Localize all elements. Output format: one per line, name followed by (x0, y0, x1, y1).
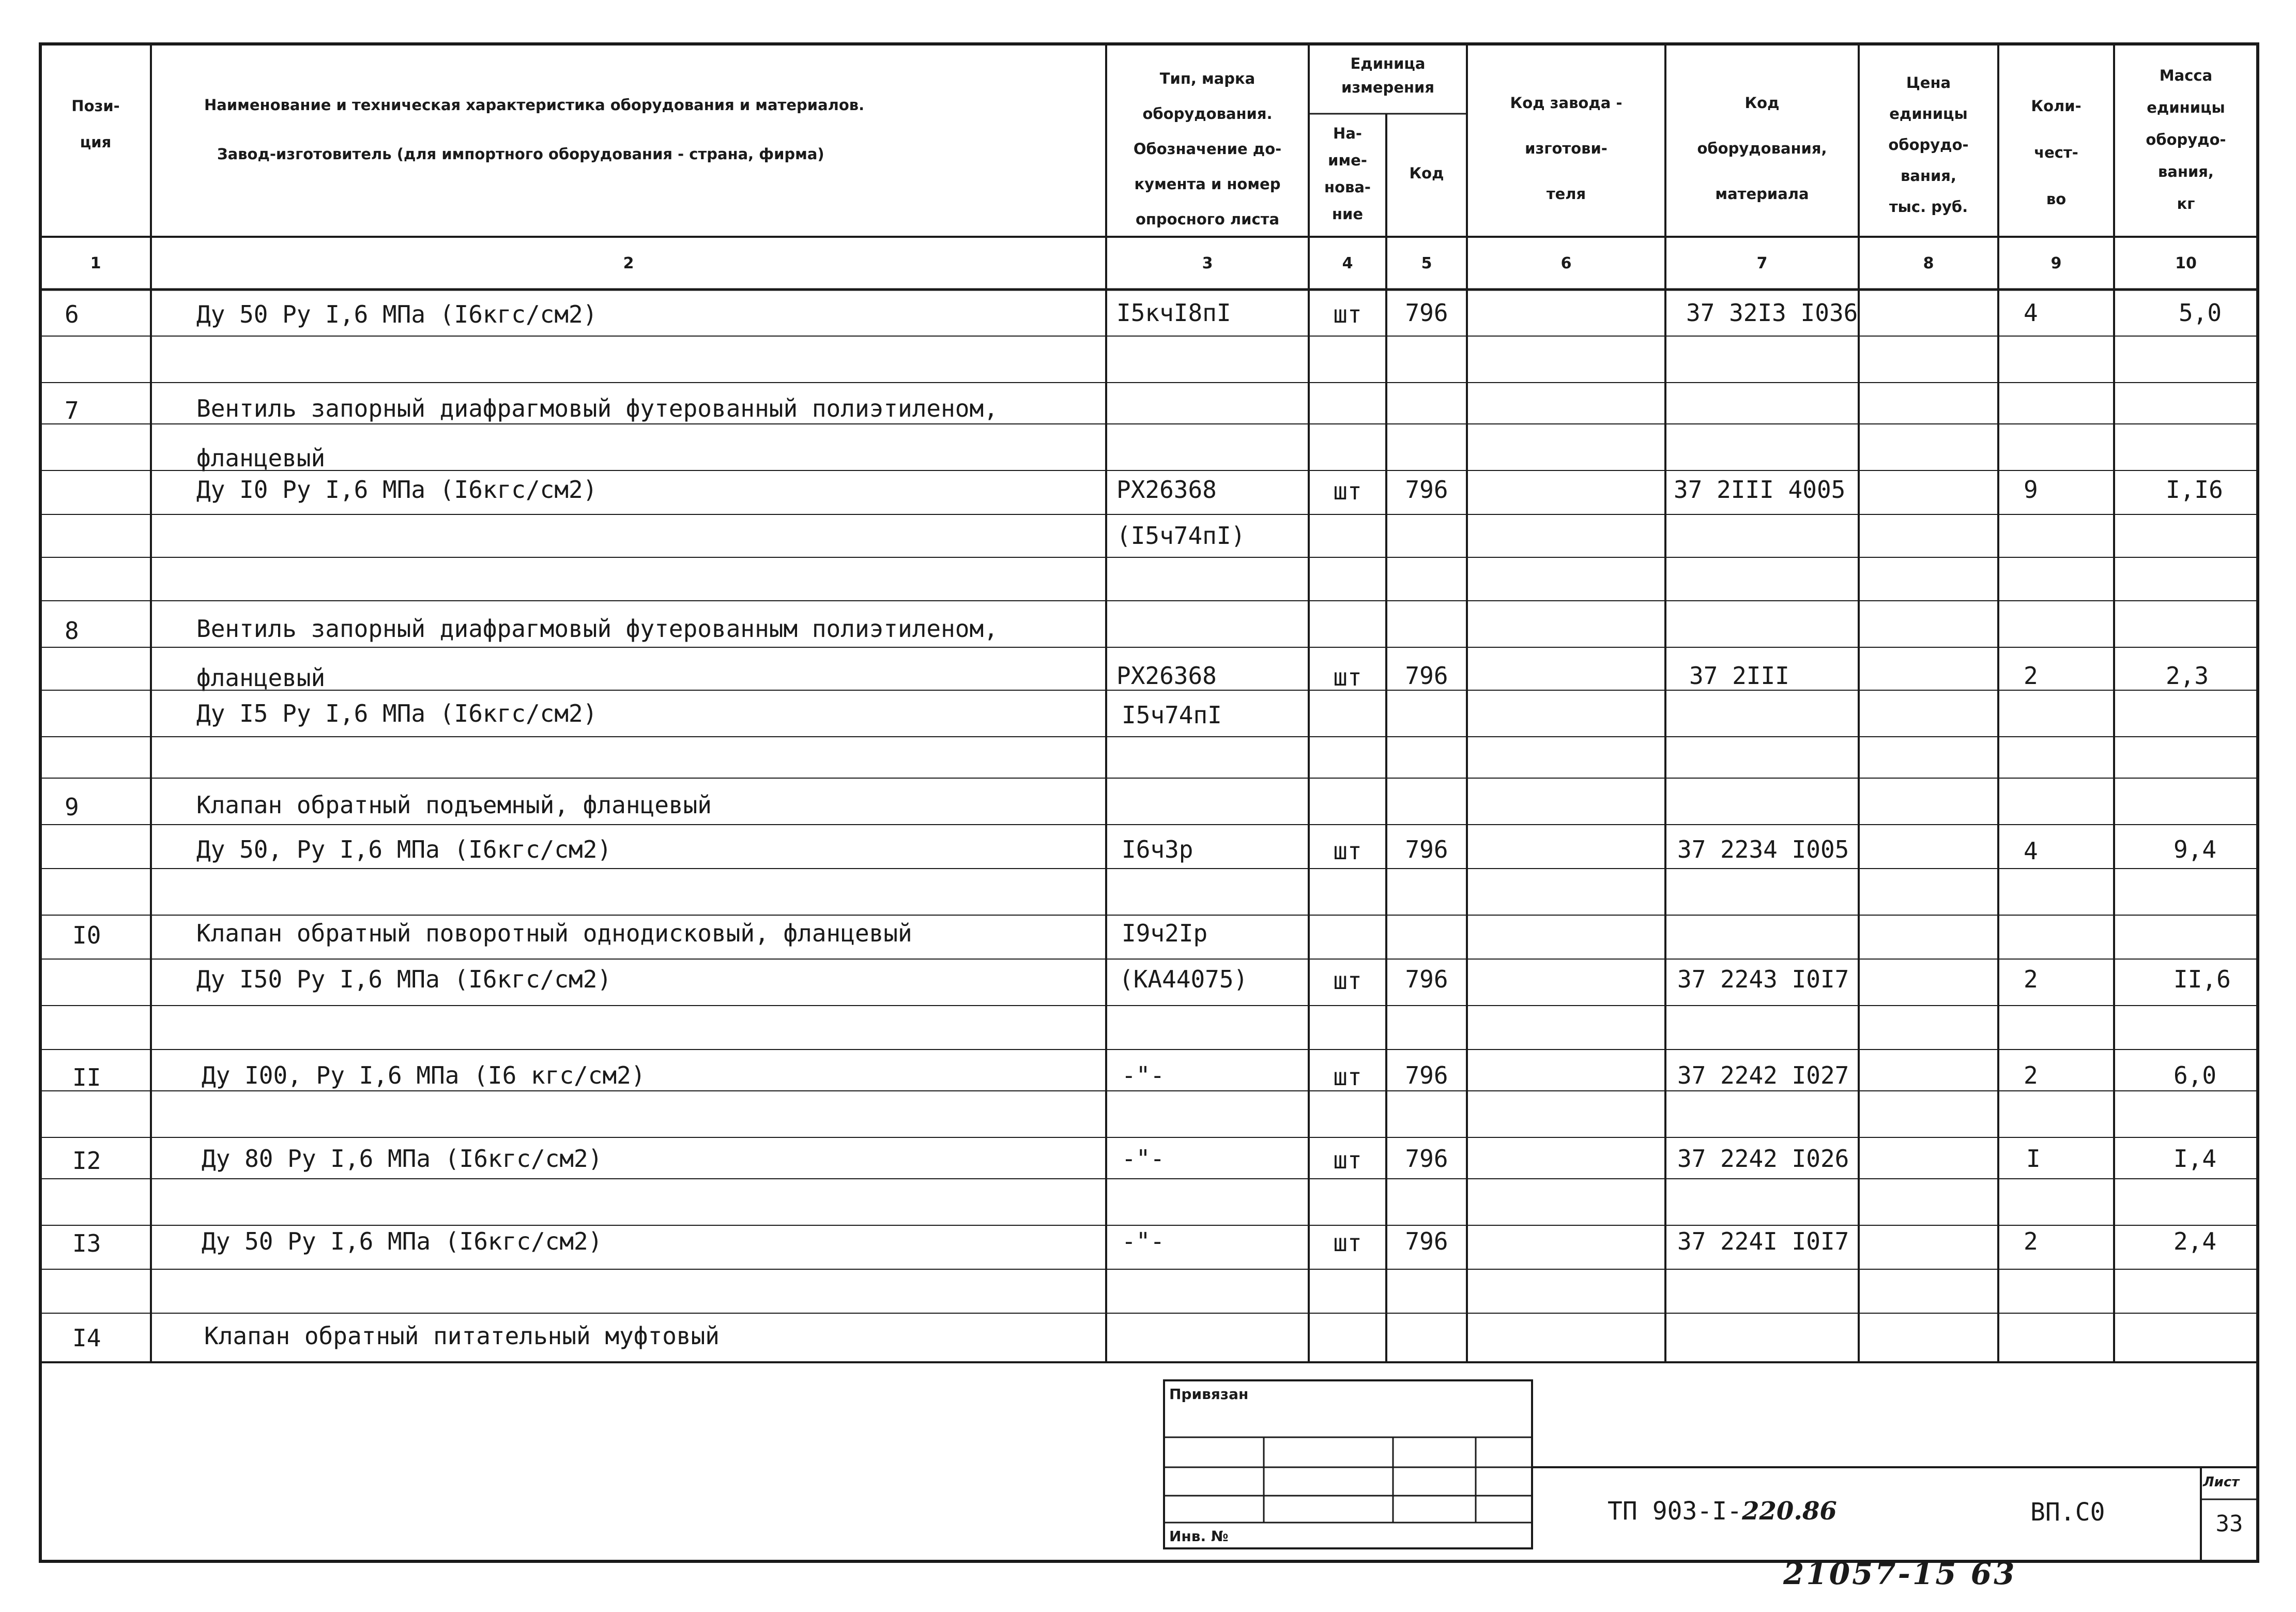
row-quantity: 2 (2024, 1227, 2038, 1255)
column-number: 8 (1923, 254, 1934, 272)
document-suffix: 220.86 (1742, 1497, 1837, 1526)
row-quantity: 4 (2024, 837, 2038, 865)
row-quantity: 4 (2024, 299, 2038, 327)
header-name-line2: Завод-изготовитель (для импортного оборудования - страна, фирма) (217, 145, 824, 163)
row-type: -"- (1122, 1227, 1165, 1255)
row-unit-code: 796 (1405, 1061, 1448, 1089)
row-mass: 2,4 (2173, 1227, 2217, 1255)
row-mass: I,I6 (2166, 476, 2223, 504)
column-number: 10 (2175, 254, 2197, 272)
archive-number: 21057-15 63 (1783, 1556, 2017, 1591)
row-type: РХ26368 (1116, 476, 1217, 504)
row-equipment-code: 37 224I I0I7 (1677, 1227, 1849, 1255)
column-number: 1 (90, 254, 101, 272)
row-equipment-code: 37 2242 I027 (1677, 1061, 1849, 1089)
row-unit-code: 796 (1405, 1227, 1448, 1255)
row-name: Ду I50 Ру I,6 МПа (I6кгс/см2) (196, 965, 612, 993)
row-unit-code: 796 (1405, 1145, 1448, 1173)
row-name: Вентиль запорный диафрагмовый футерованным полиэтиленом, (196, 615, 998, 643)
row-type: I5ч74пI (1122, 701, 1222, 729)
row-unit-code: 796 (1405, 965, 1448, 993)
row-unit: шт (1333, 837, 1362, 865)
row-name: Клапан обратный подъемный, фланцевый (196, 791, 712, 819)
row-position: I3 (72, 1229, 101, 1257)
row-position: 7 (65, 397, 79, 424)
row-quantity: I (2026, 1145, 2041, 1173)
row-type: I5кчI8пI (1116, 299, 1231, 327)
row-type: (I5ч74пI) (1116, 522, 1246, 550)
row-name: фланцевый (196, 444, 326, 472)
header-name-line1: Наименование и техническая характеристика оборудования и материалов. (204, 96, 865, 114)
row-name: Вентиль запорный диафрагмовый футерованный полиэтиленом, (196, 394, 998, 422)
header-type: Тип, марка оборудования. Обозначение до- кумента и номер опросного листа (1133, 70, 1282, 228)
header-mass: Масса единицы оборудо- вания, кг (2146, 67, 2226, 212)
inventory-label: Инв. № (1169, 1528, 1229, 1545)
row-name: фланцевый (196, 664, 326, 692)
row-unit: шт (1333, 477, 1362, 505)
row-position: 6 (65, 300, 79, 328)
header-unit-name: На- име- нова- ние (1324, 125, 1371, 223)
row-unit: шт (1333, 300, 1362, 328)
row-position: 9 (65, 793, 79, 821)
row-equipment-code: 37 2234 I005 (1677, 835, 1849, 863)
column-number: 6 (1560, 254, 1572, 272)
row-position: II (72, 1063, 101, 1091)
row-mass: 5,0 (2179, 299, 2222, 327)
row-mass: II,6 (2173, 965, 2231, 993)
section-code: ВП.С0 (2030, 1498, 2105, 1527)
row-quantity: 2 (2024, 1061, 2038, 1089)
row-mass: 6,0 (2173, 1061, 2217, 1089)
column-number: 5 (1421, 254, 1432, 272)
header-quantity: Коли- чест- во (2031, 97, 2081, 208)
row-position: I4 (72, 1324, 101, 1352)
row-name: Ду I00, Ру I,6 МПа (I6 кгс/см2) (202, 1061, 646, 1089)
row-unit-code: 796 (1405, 476, 1448, 504)
row-equipment-code: 37 2243 I0I7 (1677, 965, 1849, 993)
row-quantity: 2 (2024, 662, 2038, 690)
row-type: (КА44075) (1119, 965, 1248, 993)
row-equipment-code: 37 2III 4005 (1674, 476, 1846, 504)
document-prefix: ТП 903-I- (1608, 1497, 1742, 1526)
sheet-label: Лист (2203, 1474, 2240, 1490)
row-name: Клапан обратный поворотный однодисковый, фланцевый (196, 919, 912, 947)
row-equipment-code: 37 32I3 I036 (1686, 299, 1858, 327)
row-type: I9ч2Iр (1122, 919, 1208, 947)
row-position: I0 (72, 921, 101, 949)
row-type: РХ26368 (1116, 662, 1217, 690)
row-unit: шт (1333, 1063, 1362, 1091)
row-unit-code: 796 (1405, 299, 1448, 327)
row-unit: шт (1333, 1146, 1362, 1174)
header-position: Пози- ция (71, 97, 120, 151)
row-unit: шт (1333, 663, 1362, 691)
row-name: Ду I0 Ру I,6 МПа (I6кгс/см2) (196, 476, 598, 504)
header-price: Цена единицы оборудо- вания, тыс. руб. (1888, 74, 1969, 216)
header-equipment-code: Код оборудования, материала (1697, 94, 1827, 203)
row-position: I2 (72, 1147, 101, 1175)
row-name: Ду 50, Ру I,6 МПа (I6кгс/см2) (196, 835, 612, 863)
header-factory-code: Код завода - изготови- теля (1510, 94, 1622, 203)
row-quantity: 9 (2024, 476, 2038, 504)
row-mass: 9,4 (2173, 835, 2217, 863)
row-position: 8 (65, 617, 79, 645)
row-name: Ду 50 Ру I,6 МПа (I6кгс/см2) (202, 1227, 603, 1255)
row-name: Ду I5 Ру I,6 МПа (I6кгс/см2) (196, 699, 598, 727)
column-number: 2 (623, 254, 634, 272)
document-number (1608, 1497, 1837, 1526)
row-unit: шт (1333, 1229, 1362, 1257)
row-quantity: 2 (2024, 965, 2038, 993)
header-unit: Единица измерения (1341, 55, 1434, 96)
row-type: -"- (1122, 1145, 1165, 1173)
row-mass: 2,3 (2166, 662, 2209, 690)
row-unit-code: 796 (1405, 662, 1448, 690)
row-type: I6ч3р (1122, 835, 1193, 863)
row-equipment-code: 37 2III (1689, 662, 1789, 690)
row-name: Клапан обратный питательный муфтовый (204, 1322, 720, 1350)
row-equipment-code: 37 2242 I026 (1677, 1145, 1849, 1173)
column-number: 3 (1202, 254, 1213, 272)
row-unit-code: 796 (1405, 835, 1448, 863)
column-number: 4 (1342, 254, 1353, 272)
column-number: 7 (1756, 254, 1768, 272)
row-mass: I,4 (2173, 1145, 2217, 1173)
row-type: -"- (1122, 1061, 1165, 1089)
column-number: 9 (2050, 254, 2062, 272)
row-unit: шт (1333, 967, 1362, 995)
sheet-number: 33 (2215, 1511, 2243, 1537)
header-unit-code: Код (1409, 164, 1444, 182)
row-name: Ду 50 Ру I,6 МПа (I6кгс/см2) (196, 300, 598, 328)
bound-label: Привязан (1169, 1386, 1249, 1403)
row-name: Ду 80 Ру I,6 МПа (I6кгс/см2) (202, 1145, 603, 1173)
